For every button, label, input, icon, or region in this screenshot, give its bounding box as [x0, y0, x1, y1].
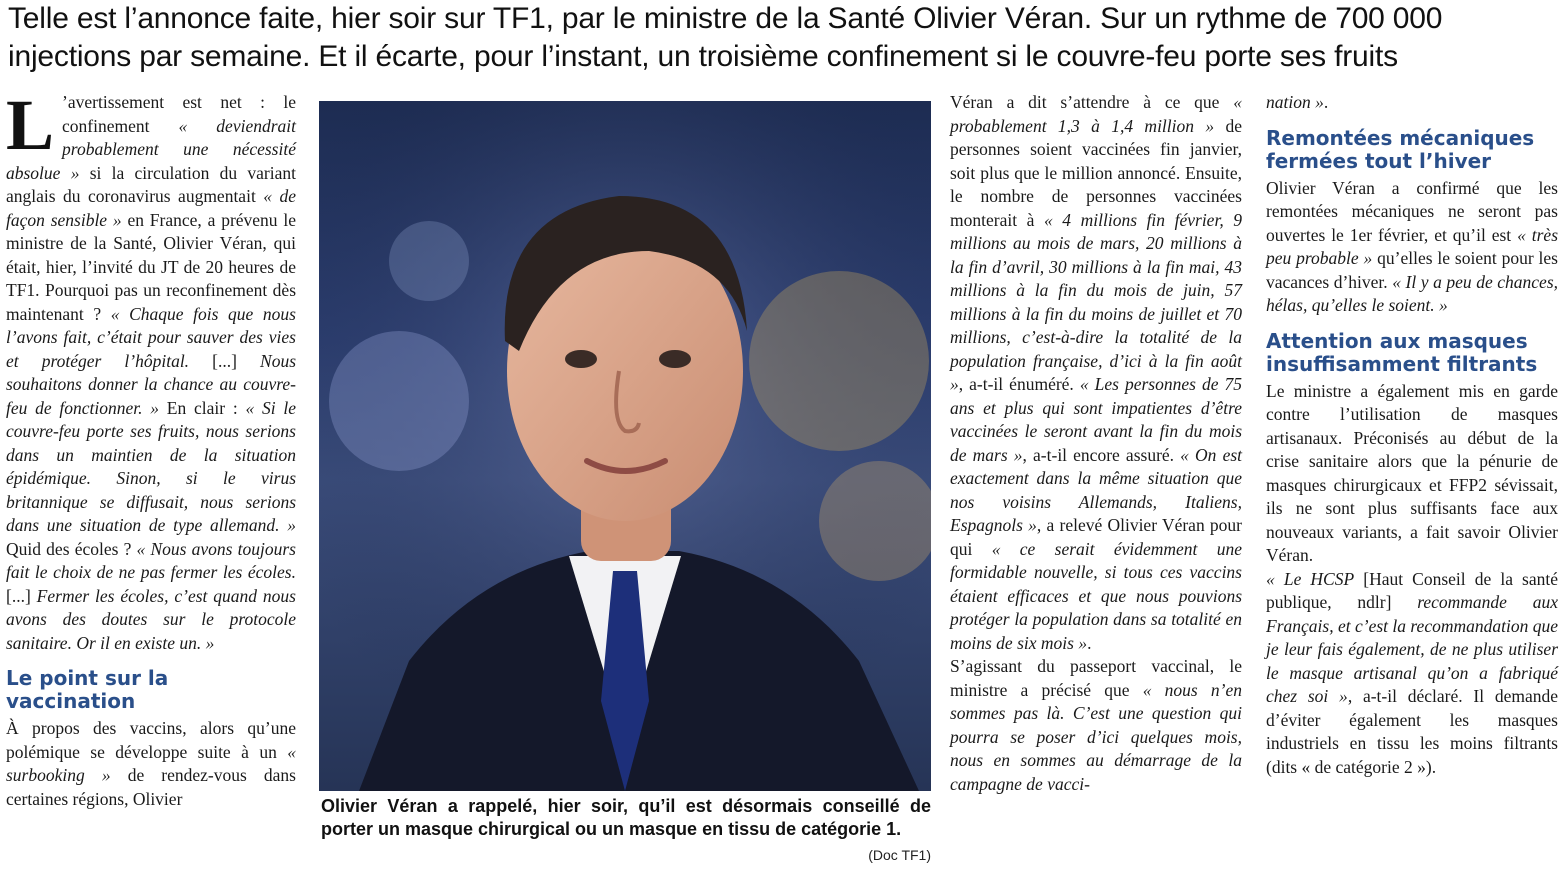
text-run: [...] — [189, 350, 261, 371]
text-run: S’agissant du passeport vaccinal, le ministre a précisé que — [950, 656, 1242, 700]
article-column-4 — [1266, 91, 1558, 779]
text-run: , a-t-il encore assuré. — [1022, 444, 1181, 465]
text-run: , a-t-il énuméré. — [958, 374, 1080, 394]
quote-run: « Si le couvre-feu porte ses fruits, nous serions dans un maintien de la situation épidémique. Sinon, si le virus britannique se diffusait, nous serions dans une situation de type allemand. » — [6, 397, 296, 535]
text-run: [Haut Conseil de la santé publique, ndlr] — [1266, 568, 1558, 612]
article-paragraph — [6, 717, 296, 811]
article-paragraph — [1266, 568, 1558, 780]
text-run: , a relevé Olivier Véran pour qui — [950, 515, 1242, 559]
article-column-1 — [6, 85, 297, 811]
quote-run: « de façon sensible » — [6, 186, 296, 230]
article-headline: Telle est l’annonce faite, hier soir sur TF1, par le ministre de la Santé Olivier Véran. Sur un rythme de 700 000 injections par semaine. Et il écarte, pour l’instant, un troisième confinement si le couvre-feu porte ses fruits — [8, 2, 1443, 73]
text-run: Quid des écoles ? — [6, 538, 137, 559]
quote-run: « Nous avons toujours fait le choix de ne pas fermer les écoles. — [6, 538, 296, 582]
text-run: Véran a dit s’attendre à ce que — [950, 92, 1234, 112]
quote-run: « très peu probable » — [1266, 224, 1559, 268]
photo-caption: Olivier Véran a rappelé, hier soir, qu’il est désormais conseillé de porter un masque chirurgical ou un masque en tissu de catégorie 1. — [321, 796, 931, 839]
quote-run: « Les personnes de 75 ans et plus qui sont impatientes d’être vaccinées le seront avant la fin du mois de mars » — [950, 374, 1242, 465]
quote-run: nation » — [1266, 92, 1324, 112]
article-paragraph — [1266, 380, 1558, 568]
quote-run: « Le HCSP — [1266, 568, 1355, 589]
quote-run: « ce serait évidemment une formidable nouvelle, si tous ces vaccins étaient efficaces et que nous pouvions protéger la population dans sa totalité en moins de six mois » — [950, 538, 1242, 653]
drop-cap: L — [6, 85, 55, 165]
text-run: Olivier Véran a confirmé que les remontées mécaniques ne seront pas ouvertes le 1er février, et qu’il est — [1266, 177, 1558, 245]
text-run: si la circulation du variant anglais du coronavirus augmentait — [6, 162, 296, 206]
quote-run: Nous souhaitons donner la chance au couvre-feu de fonctionner. » — [6, 350, 296, 418]
section-heading-ski-lifts: Remontées mécaniques fermées tout l’hiver — [1266, 125, 1535, 173]
article-paragraph — [950, 655, 1242, 796]
text-run: [...] — [6, 585, 37, 606]
quote-run: « nous n’en sommes pas là. C’est une question qui pourra se poser d’ici quelques mois, nous en sommes au démarrage de la campagne de vacci- — [950, 679, 1242, 794]
text-run: ’avertissement est net : le confinement — [62, 92, 296, 136]
article-paragraph — [6, 85, 297, 655]
text-run: de rendez-vous dans certaines régions, Olivier — [6, 765, 296, 809]
text-run: en France, a prévenu le ministre de la Santé, Olivier Véran, qui était, hier, l’invité du JT de 20 heures de TF1. Pourquoi pas un reconfinement dès maintenant ? — [6, 209, 297, 324]
article-paragraph — [1266, 91, 1558, 115]
quote-run: « surbooking » — [6, 741, 296, 785]
text-run: de personnes soient vaccinées fin janvier, soit plus que le million annoncé. Ensuite, le nombre de personnes vaccinées monterait à — [950, 115, 1242, 230]
quote-run: « deviendrait probablement une nécessité absolue » — [6, 115, 297, 183]
text-run: En clair : — [159, 397, 246, 418]
text-run: . — [1087, 632, 1092, 653]
quote-run: « On est exactement dans la même situation que nos voisins Allemands, Italiens, Espagnols » — [950, 444, 1243, 535]
text-run: , a-t-il déclaré. Il demande d’éviter également les masques industriels en tissu les moins filtrants (dits « de catégorie 2 »). — [1266, 686, 1558, 777]
photo-olivier-veran — [319, 101, 931, 791]
text-run: À propos des vaccins, alors qu’une polémique se développe suite à un — [6, 718, 296, 762]
quote-run: Fermer les écoles, c’est quand nous avons des doutes sur le protocole sanitaire. Or il en existe un. » — [6, 585, 296, 653]
portrait-illustration — [319, 101, 931, 791]
article-paragraph — [950, 91, 1242, 655]
quote-run: « Il y a peu de chances, hélas, qu’elles le soient. » — [1266, 271, 1558, 315]
article-column-3 — [950, 91, 1242, 796]
photo-credit: (Doc TF1) — [868, 847, 931, 863]
quote-run: « probablement 1,3 à 1,4 million » — [950, 92, 1242, 136]
article-paragraph — [1266, 177, 1558, 318]
quote-run: recommande aux Français, et c’est la recommandation que je leur fais également, de ne plus utiliser le masque artisanal qu’on a fabriqué chez soi » — [1266, 592, 1558, 706]
text-run: Le ministre a également mis en garde contre l’utilisation de masques artisanaux. Préconisés au début de la crise sanitaire alors que la pénurie de masques chirurgicaux et FFP2 sévissait, ils ne sont plus suffisants face aux nouveaux variants, a fait savoir Olivier Véran. — [1266, 380, 1558, 565]
section-heading-vaccination: Le point sur la vaccination — [6, 666, 169, 713]
text-run: qu’elles le soient pour les vacances d’hiver. — [1266, 248, 1558, 292]
quote-run: « 4 millions fin février, 9 millions au mois de mars, 20 millions à la fin d’avril, 30 millions à la fin mai, 43 millions à la fin du mois de juin, 57 millions à la fin du moins de juillet et 70 millions, c’est-à-dire la totalité de la population française, d’ici à la fin août » — [950, 209, 1243, 394]
quote-run: « Chaque fois que nous l’avons fait, c’était pour sauver des vies et protéger l’hôpital. — [6, 303, 296, 371]
section-heading-masks: Attention aux masques insuffisamment filtrants — [1266, 328, 1538, 376]
text-run: . — [1323, 92, 1329, 112]
